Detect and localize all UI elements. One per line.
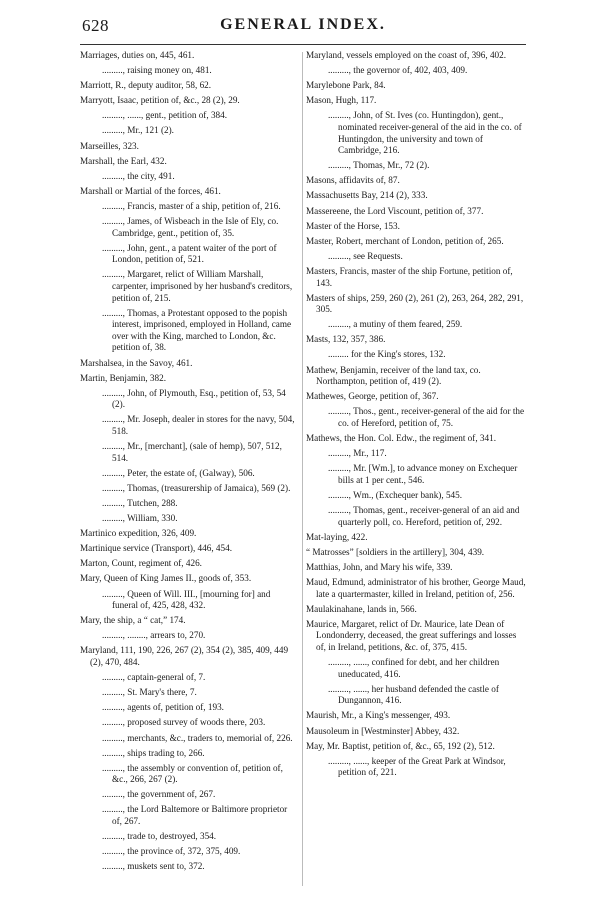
index-entry: ........., Wm., (Exchequer bank), 545. — [328, 489, 463, 500]
index-entry: ........., ......, her husband defended the castle of Dungannon, 416. — [328, 683, 499, 706]
index-entry: Mathewes, George, petition of, 367. — [306, 391, 439, 402]
index-entry: Mat-laying, 422. — [306, 531, 368, 542]
index-entry: ........., Mr. [Wm.], to advance money on Exchequer bills at 1 per cent., 546. — [328, 463, 518, 485]
index-entry: ........., Thos., gent., receiver-general of the aid for the co. of Hereford, petition of, 75. — [328, 406, 525, 428]
index-entry: Maryland, vessels employed on the coast of, 396, 402. — [306, 50, 507, 60]
index-entry: Maurish, Mr., a King's messenger, 493. — [306, 710, 451, 721]
index-entry: ........., Thomas, gent., receiver-general of an aid and quarterly poll, co. Hereford, petition of, 292. — [328, 505, 520, 527]
header-rule — [80, 44, 526, 45]
index-entry: Marseilles, 323. — [80, 140, 139, 151]
index-entry: Marriages, duties on, 445, 461. — [80, 50, 195, 60]
index-entry: ........., John, of St. Ives (co. Huntingdon), gent., nominated receiver-general of the aid in the co. of Huntingdon, the university and town of Cambridge, 216. — [328, 110, 522, 156]
index-entry: Matthias, John, and Mary his wife, 339. — [306, 561, 453, 572]
index-entry: ........., John, of Plymouth, Esq., petition of, 53, 54 (2). — [102, 387, 286, 410]
left-column — [80, 50, 298, 876]
index-entry: ........., the province of, 372, 375, 409. — [102, 846, 241, 857]
index-entry: ........., the governor of, 402, 403, 409. — [328, 65, 468, 76]
index-entry: ........., John, gent., a patent waiter of the port of London, petition of, 521. — [102, 242, 277, 265]
index-entry: ........., the city, 491. — [102, 170, 175, 181]
index-entry: Master of the Horse, 153. — [306, 220, 400, 231]
index-entry: “ Matrosses” [soldiers in the artillery], 304, 439. — [306, 546, 485, 557]
index-entry: Maud, Edmund, administrator of his brother, George Maud, late a quartermaster, killed in Ireland, petition of, 256. — [306, 576, 526, 599]
index-entry: Mary, Queen of King James II., goods of, 353. — [80, 573, 252, 584]
index-entry: ........., Francis, master of a ship, petition of, 216. — [102, 200, 281, 211]
index-entry: Marshall, the Earl, 432. — [80, 155, 167, 166]
index-entry: ........., the government of, 267. — [102, 789, 216, 800]
index-entry: ........., Mr. Joseph, dealer in stores for the navy, 504, 518. — [102, 414, 295, 437]
index-entry: ........., merchants, &c., traders to, memorial of, 226. — [102, 732, 293, 743]
index-entry: ........., St. Mary's there, 7. — [102, 687, 197, 698]
index-entry: ........., William, 330. — [102, 513, 178, 524]
index-entry: ........., ......, gent., petition of, 384. — [102, 110, 228, 121]
index-entry: May, Mr. Baptist, petition of, &c., 65, 192 (2), 512. — [306, 740, 495, 751]
index-entry: ........., captain-general of, 7. — [102, 672, 206, 683]
index-entry: Martinique service (Transport), 446, 454. — [80, 543, 232, 554]
index-entry: ........., Queen of Will. III., [mourning for] and funeral of, 425, 428, 432. — [102, 588, 271, 611]
index-entry: Marshalsea, in the Savoy, 461. — [80, 357, 193, 368]
index-entry: Maulakinahane, lands in, 566. — [306, 603, 417, 614]
index-entry: ........., muskets sent to, 372. — [102, 861, 205, 872]
index-entry: Mary, the ship, a “ cat,” 174. — [80, 615, 186, 626]
page-number: 628 — [82, 16, 109, 35]
index-entry: Masters, Francis, master of the ship Fortune, petition of, 143. — [306, 265, 513, 288]
index-entry: ........., Thomas, Mr., 72 (2). — [328, 160, 430, 171]
index-entry: Massereene, the Lord Viscount, petition of, 377. — [306, 205, 484, 216]
index-entry: ........., agents of, petition of, 193. — [102, 702, 224, 713]
index-entry: ......... for the King's stores, 132. — [328, 349, 446, 360]
index-entry: ........., James, of Wisbeach in the Isle of Ely, co. Cambridge, gent., petition of, 35. — [102, 216, 279, 238]
index-entry: Mausoleum in [Westminster] Abbey, 432. — [306, 725, 460, 736]
index-entry: Masters of ships, 259, 260 (2), 261 (2), 263, 264, 282, 291, 305. — [306, 292, 524, 315]
index-entry: ........., a mutiny of them feared, 259. — [328, 319, 463, 330]
index-entry: ........., the Lord Baltemore or Baltimore proprietor of, 267. — [102, 804, 288, 827]
index-entry: Mason, Hugh, 117. — [306, 95, 377, 106]
index-entry: Mathew, Benjamin, receiver of the land tax, co. Northampton, petition of, 419 (2). — [306, 364, 481, 387]
index-entry: Masts, 132, 357, 386. — [306, 334, 386, 345]
index-entry: Maryland, 111, 190, 226, 267 (2), 354 (2), 385, 409, 449 (2), 470, 484. — [80, 645, 289, 668]
index-entry: Masons, affidavits of, 87. — [306, 175, 400, 186]
index-entry: ........., Thomas, (treasurership of Jamaica), 569 (2). — [102, 482, 291, 493]
index-entry: Maurice, Margaret, relict of Dr. Maurice, late Dean of Londonderry, deceased, the great sufferings and losses of, in Ireland, petitions, &c. of, 375, 415. — [306, 618, 517, 652]
index-entry: ........., Peter, the estate of, (Galway), 506. — [102, 467, 255, 478]
index-entry: ........., Margaret, relict of William Marshall, carpenter, imprisoned by her husband's creditors, petition of, 215. — [102, 269, 293, 303]
right-column — [306, 50, 526, 782]
index-entry: ........., Mr., [merchant], (sale of hemp), 507, 512, 514. — [102, 441, 282, 463]
index-entry: ........., ........, arrears to, 270. — [102, 630, 206, 641]
index-entry: Marton, Count, regiment of, 426. — [80, 558, 202, 569]
index-entry: Marryott, Isaac, petition of, &c., 28 (2), 29. — [80, 95, 240, 106]
page-title: GENERAL INDEX. — [220, 16, 386, 33]
index-entry: ........., Thomas, a Protestant opposed to the popish interest, imprisoned, employed in Holland, came over with the King, marched to London, &c. petition of, 38. — [102, 307, 292, 353]
index-entry: ........., proposed survey of woods there, 203. — [102, 717, 266, 728]
index-entry: ........., ......, keeper of the Great Park at Windsor, petition of, 221. — [328, 755, 506, 778]
index-entry: Marriott, R., deputy auditor, 58, 62. — [80, 80, 212, 91]
index-entry: Marshall or Martial of the forces, 461. — [80, 185, 221, 196]
column-divider — [302, 52, 303, 886]
index-entry: ........., ships trading to, 266. — [102, 747, 205, 758]
index-entry: ........., Mr., 117. — [328, 448, 387, 459]
index-entry: Martinico expedition, 326, 409. — [80, 528, 197, 539]
index-entry: Mathews, the Hon. Col. Edw., the regiment of, 341. — [306, 433, 497, 444]
index-entry: ........., raising money on, 481. — [102, 65, 212, 76]
index-entry: ........., Tutchen, 288. — [102, 498, 178, 508]
index-entry: ........., ......, confined for debt, and her children uneducated, 416. — [328, 657, 500, 679]
index-entry: ........., see Requests. — [328, 250, 403, 261]
index-entry: Marylebone Park, 84. — [306, 80, 386, 91]
index-entry: Massachusetts Bay, 214 (2), 333. — [306, 190, 428, 201]
index-entry: Martin, Benjamin, 382. — [80, 372, 166, 383]
page-header — [0, 16, 606, 40]
index-entry: ........., trade to, destroyed, 354. — [102, 831, 217, 842]
index-entry: Master, Robert, merchant of London, petition of, 265. — [306, 235, 504, 246]
index-entry: ........., the assembly or convention of, petition of, &c., 266, 267 (2). — [102, 762, 283, 785]
index-entry: ........., Mr., 121 (2). — [102, 125, 174, 136]
